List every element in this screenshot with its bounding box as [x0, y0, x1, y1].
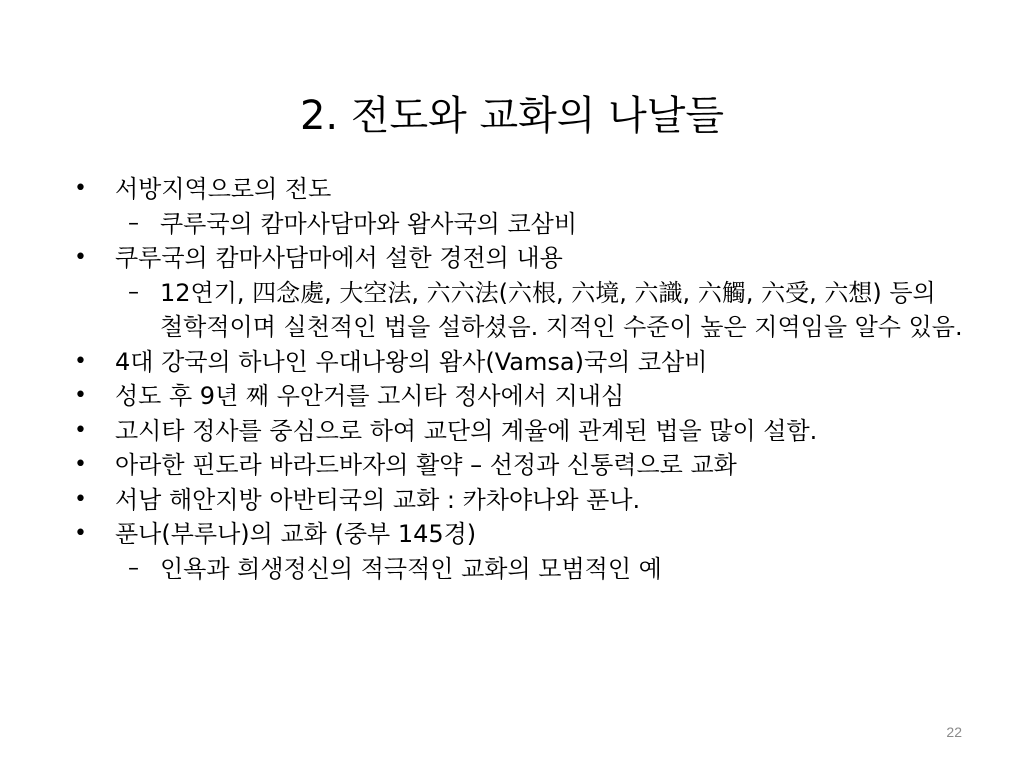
sub-bullet-text: 12연기, 四念處, 大空法, 六六法(六根, 六境, 六識, 六觸, 六受, 六想) 등의 철학적이며 실천적인 법을 설하셨음. 지적인 수준이 높은 지역임을 알수 있음. — [160, 278, 963, 341]
bullet-text: 4대 강국의 하나인 우대나왕의 왐사(Vamsa)국의 코삼비 — [115, 347, 708, 376]
sub-bullet-text: 쿠루국의 캄마사담마와 왐사국의 코삼비 — [160, 209, 578, 238]
bullet-item — [0, 483, 1024, 518]
bullet-item — [0, 517, 1024, 552]
bullet-item — [0, 379, 1024, 414]
sub-bullet-item — [0, 552, 1024, 587]
bullet-item — [0, 241, 1024, 276]
bullet-text: 푼나(부루나)의 교화 (중부 145경) — [115, 520, 477, 548]
dash-marker: – — [128, 210, 139, 236]
bullet-text: 쿠루국의 캄마사담마에서 설한 경전의 내용 — [115, 244, 563, 272]
page-number: 22 — [946, 724, 962, 740]
sub-bullet-text: 인욕과 희생정신의 적극적인 교화의 모범적인 예 — [160, 554, 662, 583]
bullet-marker: • — [74, 383, 87, 408]
slide-title: 2. 전도와 교화의 나날들 — [299, 93, 725, 139]
dash-marker: – — [128, 279, 139, 305]
sub-bullet-item — [0, 276, 1024, 345]
bullet-marker: • — [74, 486, 87, 512]
sub-bullet-item — [0, 207, 1024, 242]
bullet-marker: • — [74, 245, 87, 270]
dash-marker: – — [128, 555, 139, 581]
bullet-text: 서방지역으로의 전도 — [115, 175, 332, 203]
bullet-item — [0, 345, 1024, 380]
bullet-item — [0, 172, 1024, 207]
bullet-marker: • — [74, 521, 87, 546]
bullet-item — [0, 414, 1024, 449]
bullet-text: 성도 후 9년 째 우안거를 고시타 정사에서 지내심 — [115, 382, 625, 410]
bullet-text: 아라한 핀도라 바라드바자의 활약 – 선정과 신통력으로 교화 — [115, 451, 737, 479]
bullet-text: 서남 해안지방 아반티국의 교화 : 카차야나와 푼나. — [115, 485, 641, 514]
bullet-marker: • — [74, 348, 87, 374]
bullet-marker: • — [74, 417, 87, 443]
bullet-item — [0, 448, 1024, 483]
bullet-list — [0, 172, 1024, 586]
bullet-text: 고시타 정사를 중심으로 하여 교단의 계율에 관계된 법을 많이 설함. — [115, 416, 818, 445]
bullet-marker: • — [74, 176, 87, 201]
bullet-marker: • — [74, 452, 87, 477]
